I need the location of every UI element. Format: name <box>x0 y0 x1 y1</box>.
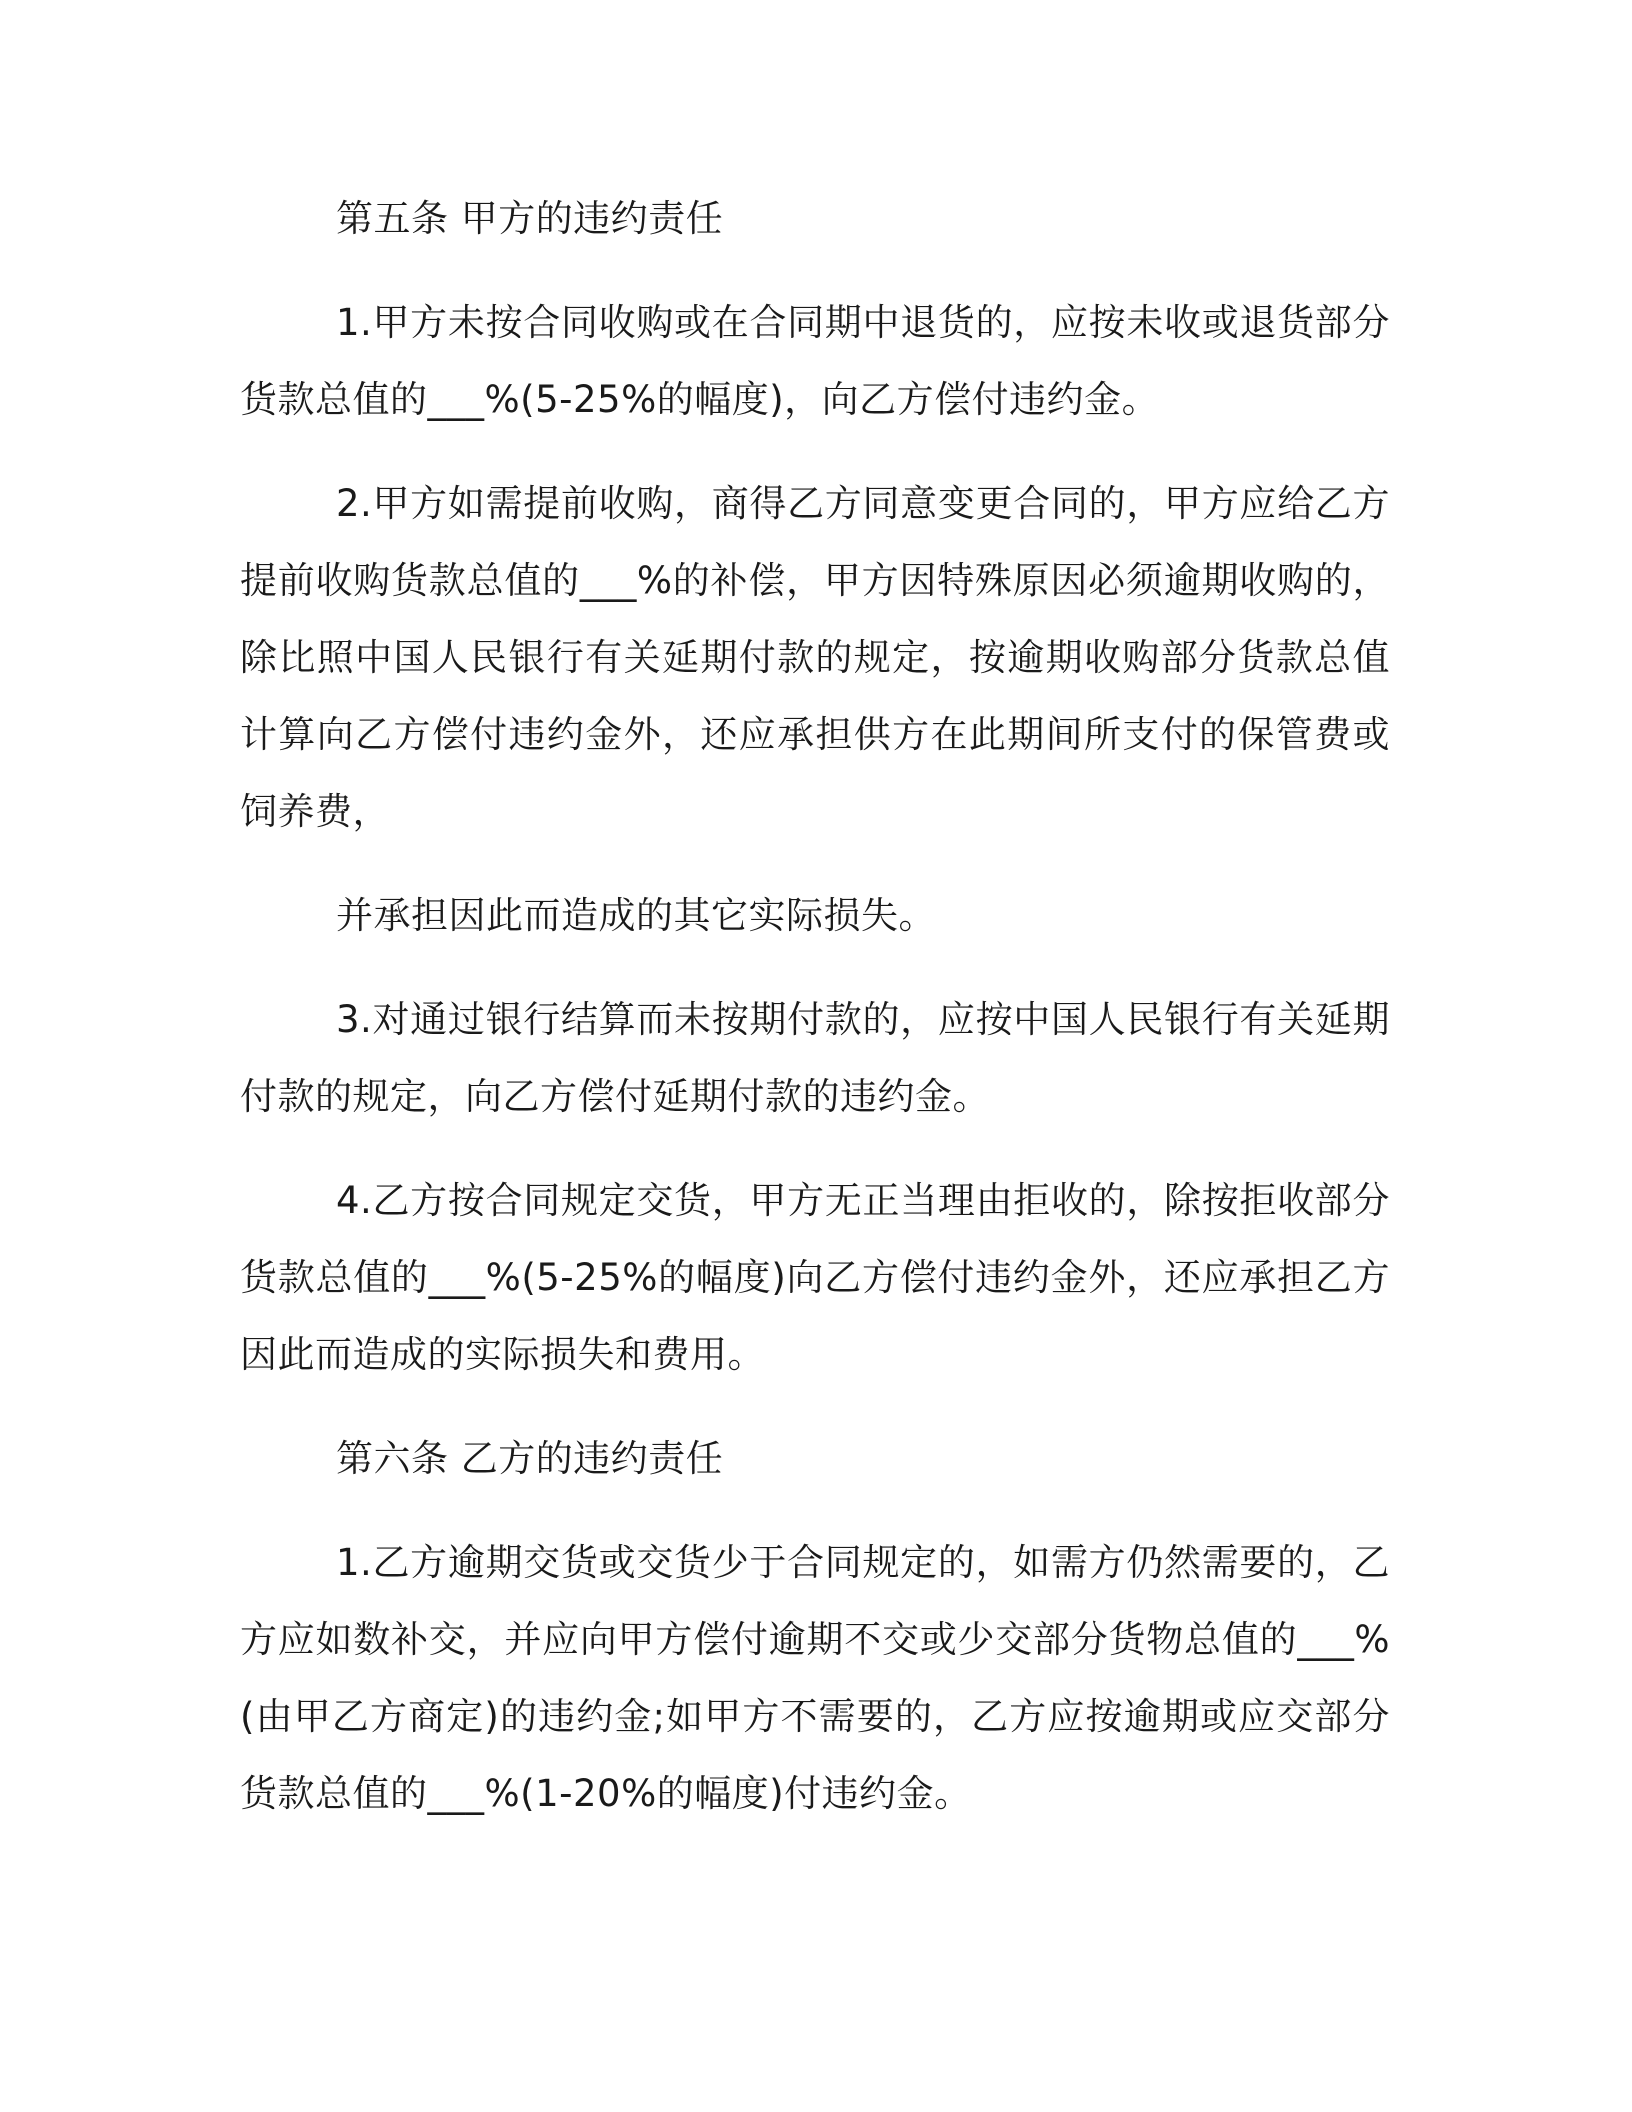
article-6-clause-1: 1.乙方逾期交货或交货少于合同规定的，如需方仍然需要的，乙方应如数补交，并应向甲方偿付逾期不交或少交部分货物总值的___%(由甲乙方商定)的违约金;如甲方不需要的，乙方应按逾期或应交部分货款总值的___%(1-20%的幅度)付违约金。 <box>240 1541 1390 1815</box>
article-5-clause-3: 3.对通过银行结算而未按期付款的，应按中国人民银行有关延期付款的规定，向乙方偿付延期付款的违约金。 <box>240 998 1390 1118</box>
article-6-heading: 第六条 乙方的违约责任 <box>336 1437 724 1480</box>
article-5-clause-1: 1.甲方未按合同收购或在合同期中退货的，应按未收或退货部分货款总值的___%(5-25%的幅度)，向乙方偿付违约金。 <box>240 301 1390 421</box>
article-5-clause-2: 2.甲方如需提前收购，商得乙方同意变更合同的，甲方应给乙方提前收购货款总值的___%的补偿，甲方因特殊原因必须逾期收购的，除比照中国人民银行有关延期付款的规定，按逾期收购部分货款总值计算向乙方偿付违约金外，还应承担供方在此期间所支付的保管费或饲养费， <box>240 482 1390 833</box>
article-5-heading: 第五条 甲方的违约责任 <box>336 197 724 240</box>
article-5-clause-4: 4.乙方按合同规定交货，甲方无正当理由拒收的，除按拒收部分货款总值的___%(5-25%的幅度)向乙方偿付违约金外，还应承担乙方因此而造成的实际损失和费用。 <box>240 1179 1390 1376</box>
article-5-clause-2-continued: 并承担因此而造成的其它实际损失。 <box>336 894 936 937</box>
document-page <box>240 180 1390 1832</box>
